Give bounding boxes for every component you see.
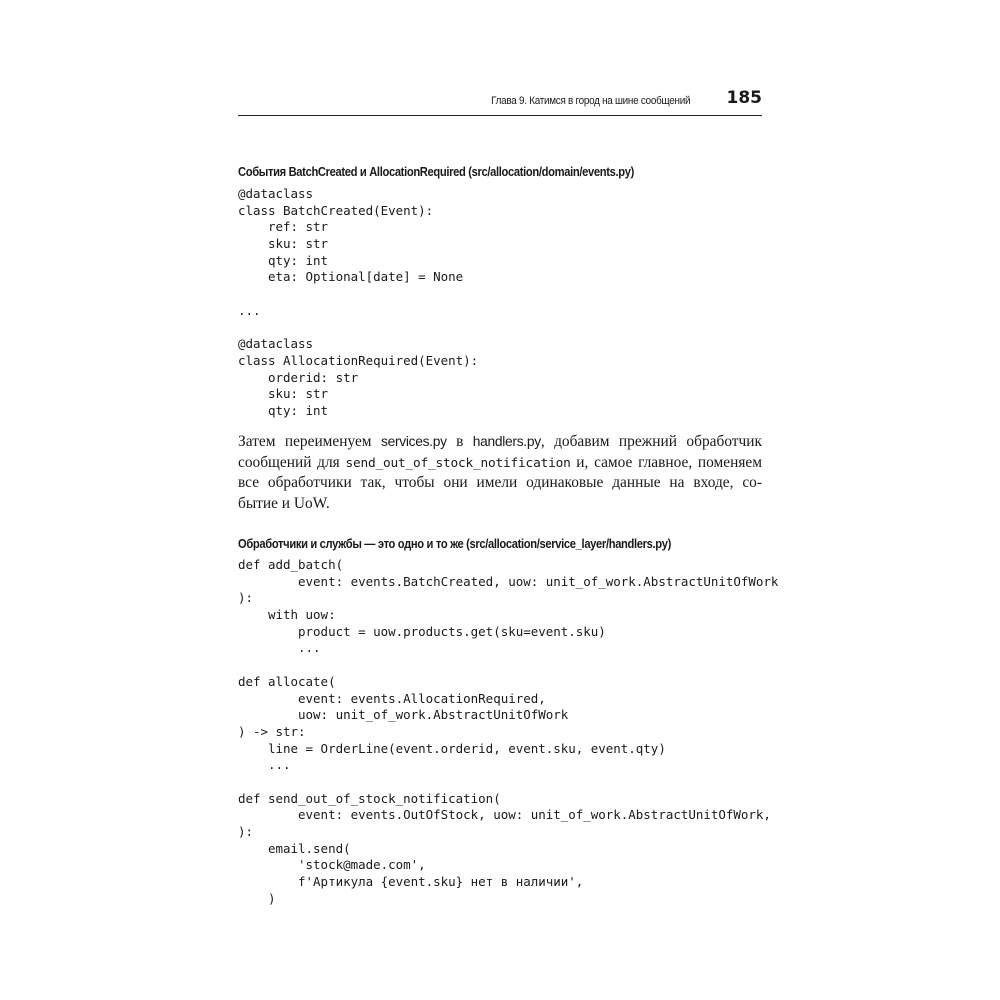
code-line: email.send( xyxy=(238,840,351,856)
code-line: class AllocationRequired(Event): xyxy=(238,352,479,368)
code-line: ) -> str: xyxy=(238,723,306,739)
text-run: Затем переименуем xyxy=(238,433,381,450)
code-line xyxy=(238,320,478,337)
code-line: qty: int xyxy=(238,252,329,268)
code-line: ... xyxy=(238,640,321,656)
code-line: sku: str xyxy=(238,236,329,252)
code-line xyxy=(238,657,778,674)
code-line: ) xyxy=(238,890,276,906)
code-line: class BatchCreated(Event): xyxy=(238,202,434,218)
code-line: ... xyxy=(238,302,261,318)
code-line: ): xyxy=(238,590,254,606)
code-line: event: events.OutOfStock, uow: unit_of_work.AbstractUnitOfWork, xyxy=(238,807,771,823)
header-divider xyxy=(238,115,762,116)
code-line: 'stock@made.com', xyxy=(238,857,426,873)
text-run: в xyxy=(446,433,473,450)
body-paragraph xyxy=(238,432,762,514)
code-line: def add_batch( xyxy=(238,557,344,572)
code-line: ): xyxy=(238,824,254,839)
chapter-title: Глава 9. Катимся в город на шине сообщений xyxy=(490,95,690,107)
code-line: orderid: str xyxy=(238,369,359,385)
code-line: uow: unit_of_work.AbstractUnitOfWork xyxy=(238,707,569,723)
code-line: event: events.AllocationRequired, xyxy=(238,690,546,706)
paragraph-line: бытие и UoW. xyxy=(238,494,330,512)
text-run: , добавим прежний обработчик xyxy=(540,433,762,450)
code-line: f'Артикула {event.sku} нет в наличии', xyxy=(238,874,584,890)
code-line: qty: int xyxy=(238,402,329,418)
running-header xyxy=(238,88,762,114)
code-line: eta: Optional[date] = None xyxy=(238,269,464,285)
paragraph-line: все обработчики так, чтобы они имели одинаковые данные на входе, со- xyxy=(238,474,762,492)
paragraph-line xyxy=(238,453,762,474)
text-run: и, самое главное, поменяем xyxy=(570,453,762,471)
code-line: ref: str xyxy=(238,219,329,235)
code-line xyxy=(238,774,778,791)
code-line: sku: str xyxy=(238,386,329,402)
code-caption-events: События BatchCreated и AllocationRequired (src/allocation/domain/events.py) xyxy=(238,164,634,179)
code-block-events xyxy=(238,186,478,420)
code-line: line = OrderLine(event.orderid, event.sku, event.qty) xyxy=(238,740,666,756)
paragraph-line xyxy=(238,432,762,453)
code-line: def allocate( xyxy=(238,673,336,689)
code-line: ... xyxy=(238,757,291,773)
code-line: @dataclass xyxy=(238,336,314,352)
code-caption-handlers: Обработчики и службы — это одно и то же (src/allocation/service_layer/handlers.py) xyxy=(238,536,672,551)
filename-run: services.py xyxy=(380,434,447,449)
code-line xyxy=(238,286,478,303)
code-line: def send_out_of_stock_notification( xyxy=(238,790,501,806)
text-run: сообщений для xyxy=(238,453,346,471)
code-block-handlers xyxy=(238,557,778,907)
code-line: with uow: xyxy=(238,607,336,623)
code-line: @dataclass xyxy=(238,186,314,201)
code-inline-run: send_out_of_stock_notification xyxy=(345,455,571,471)
filename-run: handlers.py xyxy=(472,434,541,449)
code-line: event: events.BatchCreated, uow: unit_of_work.AbstractUnitOfWork xyxy=(238,573,779,589)
code-line: product = uow.products.get(sku=event.sku) xyxy=(238,623,606,639)
page-number: 185 xyxy=(726,88,762,108)
